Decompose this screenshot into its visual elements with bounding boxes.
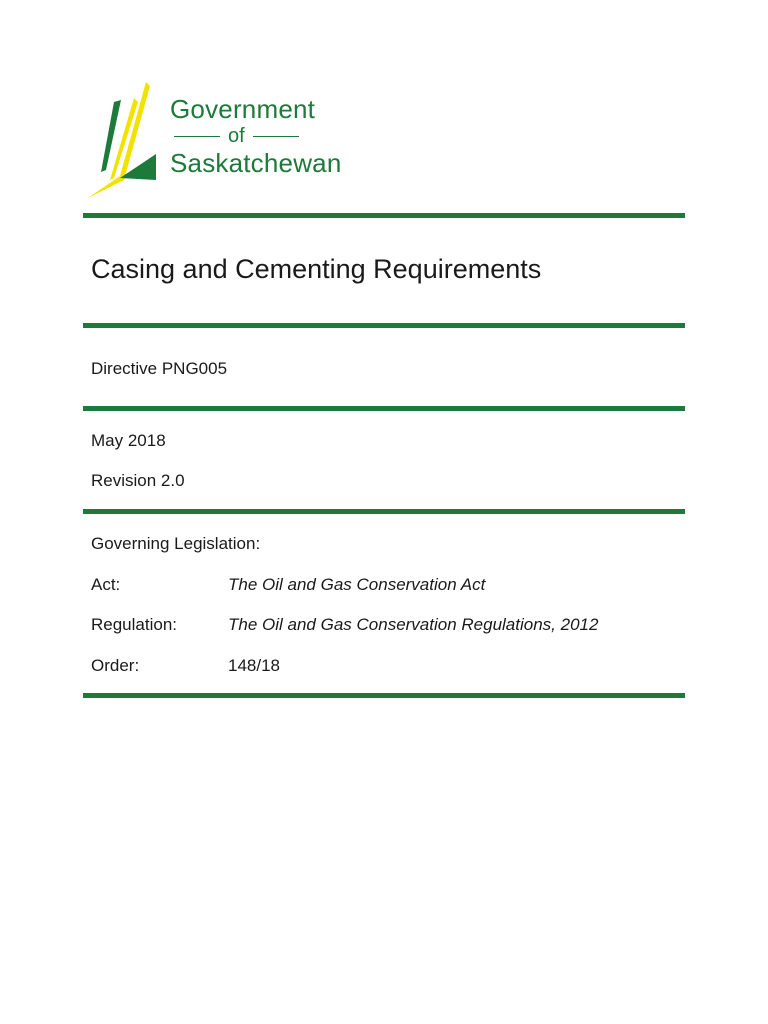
logo-rule-right — [253, 136, 299, 137]
divider-bar-1 — [83, 213, 685, 218]
divider-bar-5 — [83, 693, 685, 698]
logo-wordmark — [170, 94, 350, 178]
act-value: The Oil and Gas Conservation Act — [228, 575, 486, 594]
publication-date: May 2018 — [91, 431, 166, 450]
logo-rule-left — [174, 136, 220, 137]
saskatchewan-wheat-logo-icon — [84, 80, 164, 200]
order-label: Order: — [91, 656, 140, 675]
logo-government-text: Government — [170, 94, 316, 124]
regulation-label: Regulation: — [91, 615, 178, 634]
logo-saskatchewan-text: Saskatchewan — [170, 148, 342, 178]
legislation-heading: Governing Legislation: — [91, 534, 261, 553]
divider-bar-2 — [83, 323, 685, 328]
revision-number: Revision 2.0 — [91, 471, 185, 490]
logo-of-row — [174, 124, 350, 148]
regulation-value: The Oil and Gas Conservation Regulations, 2012 — [228, 615, 599, 634]
government-logo — [84, 80, 354, 200]
logo-of-text: of — [228, 125, 245, 147]
document-title: Casing and Cementing Requirements — [91, 254, 542, 284]
act-label: Act: — [91, 575, 121, 594]
divider-bar-3 — [83, 406, 685, 411]
divider-bar-4 — [83, 509, 685, 514]
order-value: 148/18 — [228, 656, 280, 675]
directive-number: Directive PNG005 — [91, 359, 228, 378]
